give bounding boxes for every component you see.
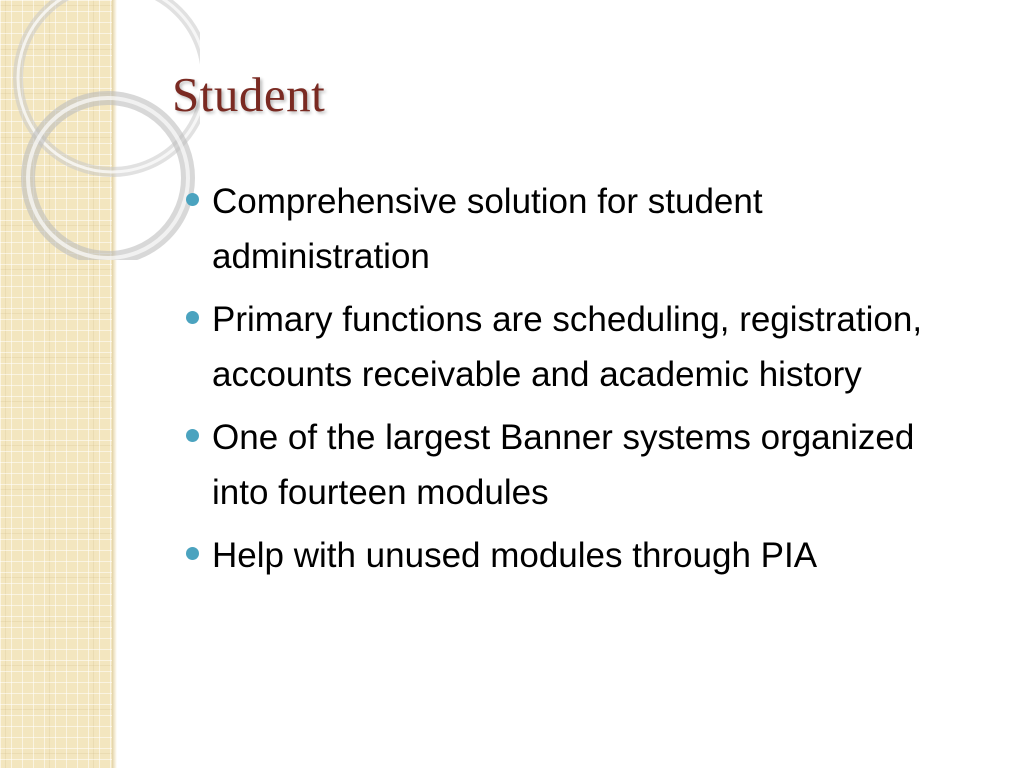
bullet-item <box>186 292 966 402</box>
bullet-dot-icon <box>186 311 199 324</box>
bullet-item <box>186 174 966 284</box>
bullet-text: One of the largest Banner systems organized into fourteen modules <box>212 418 915 512</box>
bullet-item <box>186 410 966 520</box>
side-panel-pattern <box>0 0 112 768</box>
bullet-text: Primary functions are scheduling, registration, accounts receivable and academic history <box>212 300 923 394</box>
bullet-item <box>186 528 966 583</box>
bullet-dot-icon <box>186 547 199 560</box>
bullet-list <box>186 174 966 591</box>
slide-title: Student <box>172 67 326 122</box>
bullet-text: Help with unused modules through PIA <box>212 536 818 575</box>
bullet-dot-icon <box>186 429 199 442</box>
bullet-dot-icon <box>186 193 199 206</box>
bullet-text: Comprehensive solution for student administration <box>212 182 763 276</box>
side-panel-edge <box>112 0 117 768</box>
